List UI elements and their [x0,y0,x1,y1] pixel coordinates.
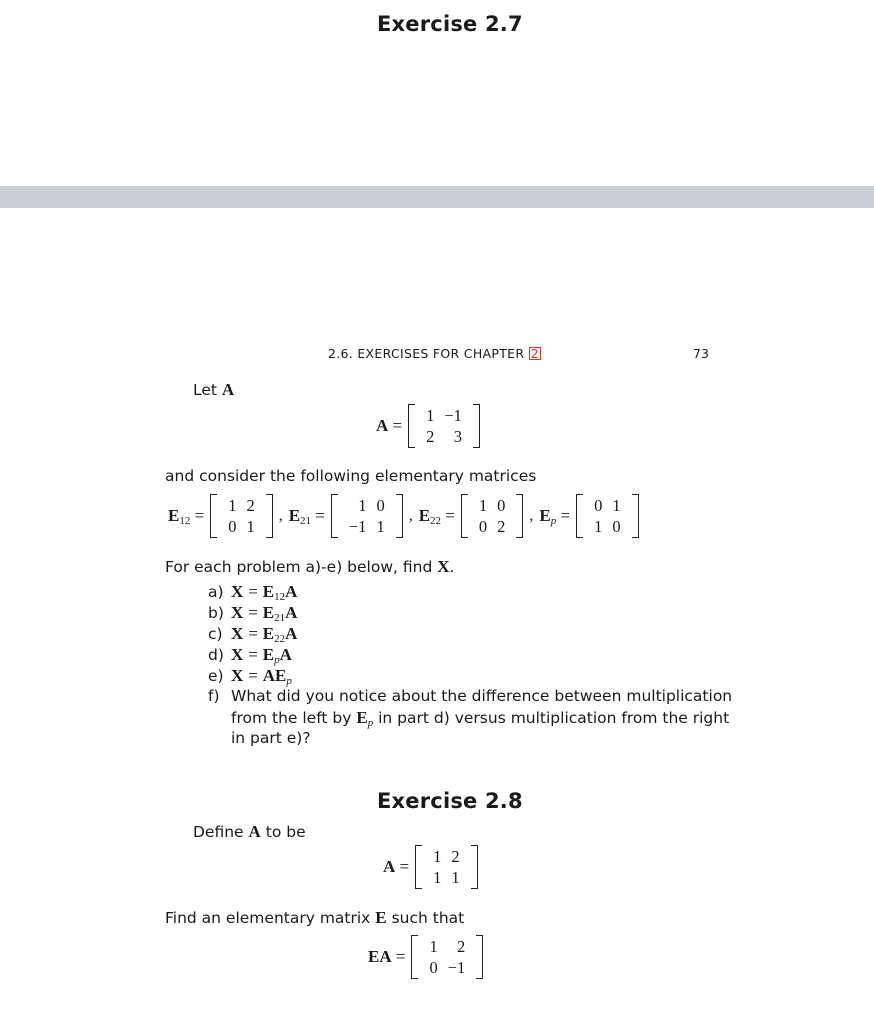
problem-item: a) $X = E_{12}A$ [208,582,298,603]
E21-label: $E_{21}$ = [288,505,325,527]
matrix-cell: 1 [426,406,435,425]
let-text: Let [193,381,217,399]
problem-item: b) $X = E_{21}A$ [208,603,298,624]
matrix-A-label: A = [376,416,403,435]
chapter-ref-link[interactable]: 2 [530,346,539,361]
problem-item: c) $X = E_{22}A$ [208,624,298,645]
running-head-text: 2.6. EXERCISES FOR CHAPTER [328,346,525,361]
E12-label: $E_{12}$ = [168,505,205,527]
let-statement [193,380,234,400]
find-statement: Find an elementary matrix E such that [165,908,465,927]
consider-text: and consider the following elementary matrices [165,467,537,485]
Ep-label: $E_p$ = [539,505,571,527]
matrix-A2: 1 2 1 1 [415,845,478,889]
problem-prompt: For each problem a)-e) below, find X. [165,557,455,576]
matrix-EA: 1 2 0 −1 [411,935,483,979]
matrix-E21: 1 0 −1 1 [331,494,403,538]
exercise-2-8-title: Exercise 2.8 [377,789,523,813]
elementary-matrices: $E_{12}$ = 1 2 0 1 , $E_{21}$ = 1 0 −1 1 , $E_{22}$ = 1 0 0 2 , $E_p$ = 0 1 1 0 [168,494,639,538]
exercise-2-7-title: Exercise 2.7 [377,12,523,36]
problem-list [208,581,732,749]
matrix-cell: 2 [426,427,435,446]
matrix-E22: 1 0 0 2 [461,494,524,538]
E22-label: $E_{22}$ = [418,505,455,527]
define-statement: Define A to be [193,822,306,841]
matrix-cell: −1 [444,406,462,425]
matrix-A2-equation [383,845,478,889]
matrix-EA-label: EA = [368,947,406,966]
page-separator-bar [0,186,874,208]
let-var: A [221,380,235,399]
matrix-E12: 1 2 0 1 [210,494,273,538]
problem-item: e) $X = AE_p$ [208,666,292,687]
matrix-A [408,404,480,448]
matrix-A-equation [376,404,480,448]
page-number: 73 [693,346,709,361]
running-head [328,346,541,361]
problem-item-f: f) What did you notice about the difference between multiplication from the left by $E_p$ in part d) versus multiplication from the right in part e)? [208,687,733,747]
problem-item: d) $X = E_pA$ [208,645,292,666]
matrix-A2-label: A = [383,857,410,876]
matrix-Ep: 0 1 1 0 [576,494,639,538]
matrix-cell: 3 [453,427,462,446]
matrix-EA-equation [368,935,483,979]
